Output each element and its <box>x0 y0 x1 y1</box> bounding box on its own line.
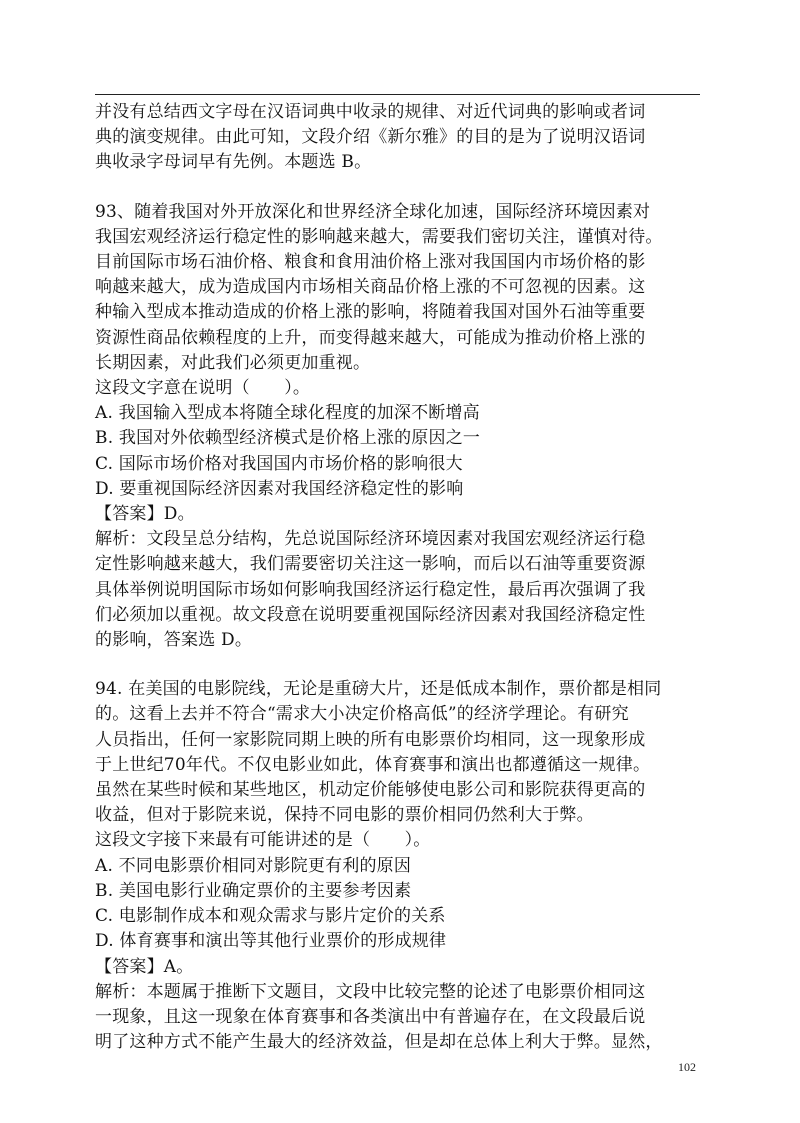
text-line: 解析：本题属于推断下文题目，文段中比较完整的论述了电影票价相同这 <box>95 981 646 1002</box>
text-line: 资源性商品依赖程度的上升，而变得越来越大，可能成为推动价格上涨的 <box>95 327 646 348</box>
text-line: 一现象，且这一现象在体育赛事和各类演出中有普遍存在，在文段最后说 <box>95 1006 646 1027</box>
text-line: 解析：文段呈总分结构，先总说国际经济环境因素对我国宏观经济运行稳 <box>95 529 646 550</box>
q94-option-d: D. 体育赛事和演出等其他行业票价的形成规律 <box>95 931 447 952</box>
q93-option-b: B. 我国对外依赖型经济模式是价格上涨的原因之一 <box>95 428 481 449</box>
q93-answer: 【答案】D。 <box>95 504 195 525</box>
q94-passage <box>95 677 705 828</box>
text-line: 收益，但对于影院来说，保持不同电影的票价相同仍然利大于弊。 <box>95 805 594 826</box>
q94-analysis <box>95 980 705 1056</box>
text-line: 典的演变规律。由此可知，文段介绍《新尔雅》的目的是为了说明汉语词 <box>95 127 646 148</box>
q93-option-a: A. 我国输入型成本将随全球化程度的加深不断增高 <box>95 403 480 424</box>
paragraph-gap <box>95 176 705 200</box>
q93-option-c: C. 国际市场价格对我国国内市场价格的影响很大 <box>95 453 463 474</box>
text-line: 种输入型成本推动造成的价格上涨的影响，将随着我国对国外石油等重要 <box>95 302 646 323</box>
text-line: 长期因素，对此我们必须更加重视。 <box>95 352 371 373</box>
text-line: 94. 在美国的电影院线，无论是重磅大片，还是低成本制作，票价都是相同 <box>95 679 662 700</box>
q94-answer: 【答案】A。 <box>95 956 194 977</box>
q94-question: 这段文字接下来最有可能讲述的是（ ）。 <box>95 830 431 851</box>
text-line: 目前国际市场石油价格、粮食和食用油价格上涨对我国国内市场价格的影 <box>95 252 646 273</box>
text-line: 人员指出，任何一家影院同期上映的所有电影票价均相同，这一现象形成 <box>95 729 646 750</box>
question-94 <box>95 677 705 1055</box>
paragraph-gap <box>95 653 705 677</box>
page-body <box>95 100 705 1055</box>
text-line: 具体举例说明国际市场如何影响我国经济运行稳定性，最后再次强调了我 <box>95 579 646 600</box>
text-line: 明了这种方式不能产生最大的经济效益，但是却在总体上利大于弊。显然， <box>95 1032 663 1053</box>
question-93 <box>95 200 705 654</box>
intro-paragraph <box>95 100 705 176</box>
q94-option-b: B. 美国电影行业确定票价的主要参考因素 <box>95 880 412 901</box>
text-line: 们必须加以重视。故文段意在说明要重视国际经济因素对我国经济稳定性 <box>95 604 646 625</box>
page-number: 102 <box>678 1060 696 1074</box>
text-line: 定性影响越来越大，我们需要密切关注这一影响，而后以石油等重要资源 <box>95 554 646 575</box>
text-line: 的。这看上去并不符合“需求大小决定价格高低”的经济学理论。有研究 <box>95 704 629 725</box>
text-line: 虽然在某些时候和某些地区，机动定价能够使电影公司和影院获得更高的 <box>95 780 646 801</box>
q93-analysis <box>95 527 705 653</box>
q94-option-c: C. 电影制作成本和观众需求与影片定价的关系 <box>95 906 446 927</box>
header-rule <box>95 94 700 95</box>
q93-option-d: D. 要重视国际经济因素对我国经济稳定性的影响 <box>95 478 464 499</box>
q93-passage <box>95 200 705 376</box>
q94-option-a: A. 不同电影票价相同对影院更有利的原因 <box>95 855 412 876</box>
text-line: 典收录字母词早有先例。本题选 B。 <box>95 152 372 173</box>
text-line: 并没有总结西文字母在汉语词典中收录的规律、对近代词典的影响或者词 <box>95 102 646 122</box>
text-line: 的影响，答案选 D。 <box>95 630 253 651</box>
text-line: 我国宏观经济运行稳定性的影响越来越大，需要我们密切关注，谨慎对待。 <box>95 226 663 247</box>
text-line: 于上世纪70年代。不仅电影业如此，体育赛事和演出也都遵循这一规律。 <box>95 754 651 775</box>
text-line: 93、随着我国对外开放深化和世界经济全球化加速，国际经济环境因素对 <box>95 201 651 222</box>
text-line: 响越来越大，成为造成国内市场相关商品价格上涨的不可忽视的因素。这 <box>95 277 646 298</box>
q93-question: 这段文字意在说明（ ）。 <box>95 378 311 399</box>
